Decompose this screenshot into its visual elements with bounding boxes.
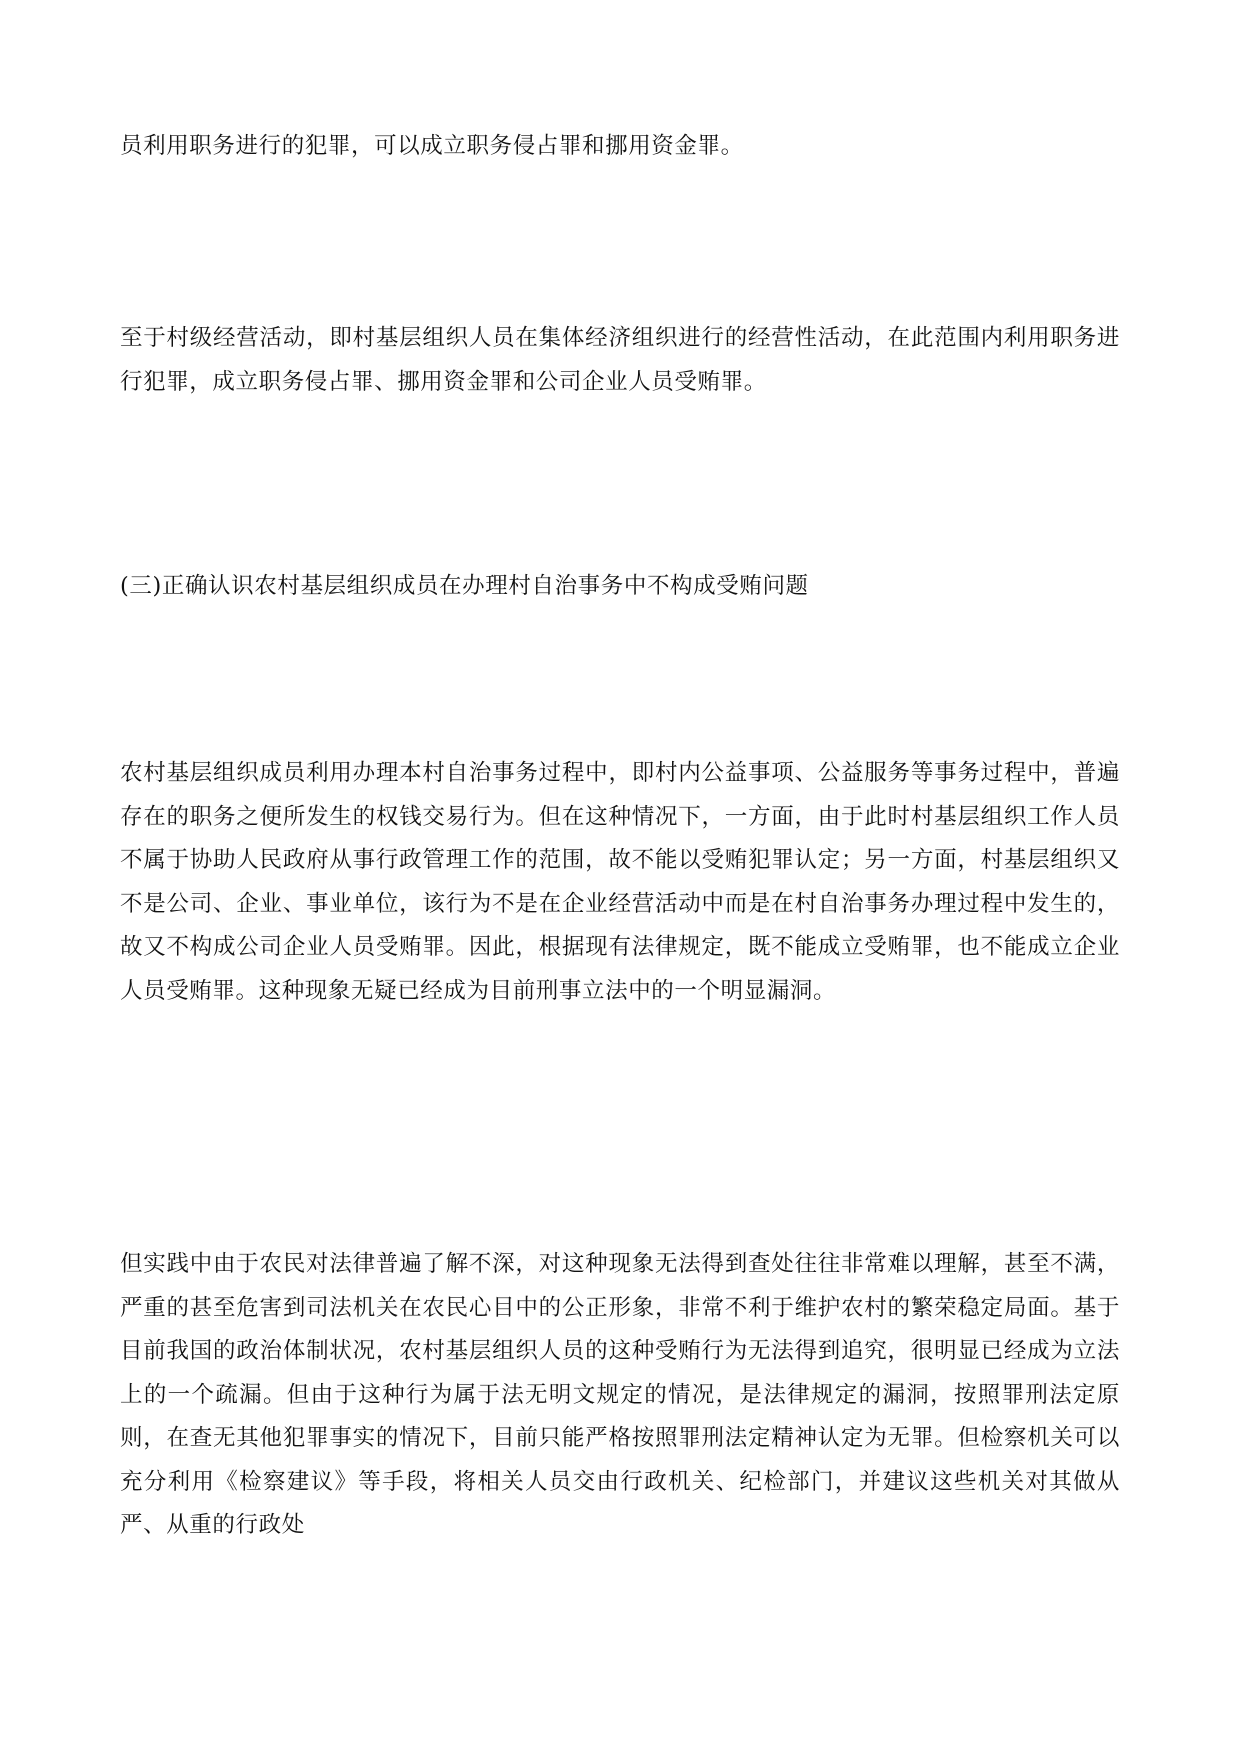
paragraph-village-business: 至于村级经营活动，即村基层组织人员在集体经济组织进行的经营性活动，在此范围内利用职务进行犯罪，成立职务侵占罪、挪用资金罪和公司企业人员受贿罪。: [120, 325, 1120, 395]
paragraph-self-governance-bribery: 农村基层组织成员利用办理本村自治事务过程中，即村内公益事项、公益服务等事务过程中，普遍存在的职务之便所发生的权钱交易行为。但在这种情况下，一方面，由于此时村基层组织工作人员不属于协助人民政府从事行政管理工作的范围，故不能以受贿犯罪认定；另一方面，村基层组织又不是公司、企业、事业单位，该行为不是在企业经营活动中而是在村自治事务办理过程中发生的，故又不构成公司企业人员受贿罪。因此，根据现有法律规定，既不能成立受贿罪，也不能成立企业人员受贿罪。这种现象无疑已经成为目前刑事立法中的一个明显漏洞。: [120, 760, 1120, 1004]
section-heading: (三)正确认识农村基层组织成员在办理村自治事务中不构成受贿问题: [120, 573, 809, 599]
paragraph-practice: 但实践中由于农民对法律普遍了解不深，对这种现象无法得到查处往往非常难以理解，甚至不满，严重的甚至危害到司法机关在农民心目中的公正形象，非常不利于维护农村的繁荣稳定局面。基于目前我国的政治体制状况，农村基层组织人员的这种受贿行为无法得到追究，很明显已经成为立法上的一个疏漏。但由于这种行为属于法无明文规定的情况，是法律规定的漏洞，按照罪刑法定原则，在查无其他犯罪事实的情况下，目前只能严格按照罪刑法定精神认定为无罪。但检察机关可以充分利用《检察建议》等手段，将相关人员交由行政机关、纪检部门，并建议这些机关对其做从严、从重的行政处: [120, 1251, 1120, 1538]
paragraph-continuation: 员利用职务进行的犯罪，可以成立职务侵占罪和挪用资金罪。: [120, 133, 744, 159]
